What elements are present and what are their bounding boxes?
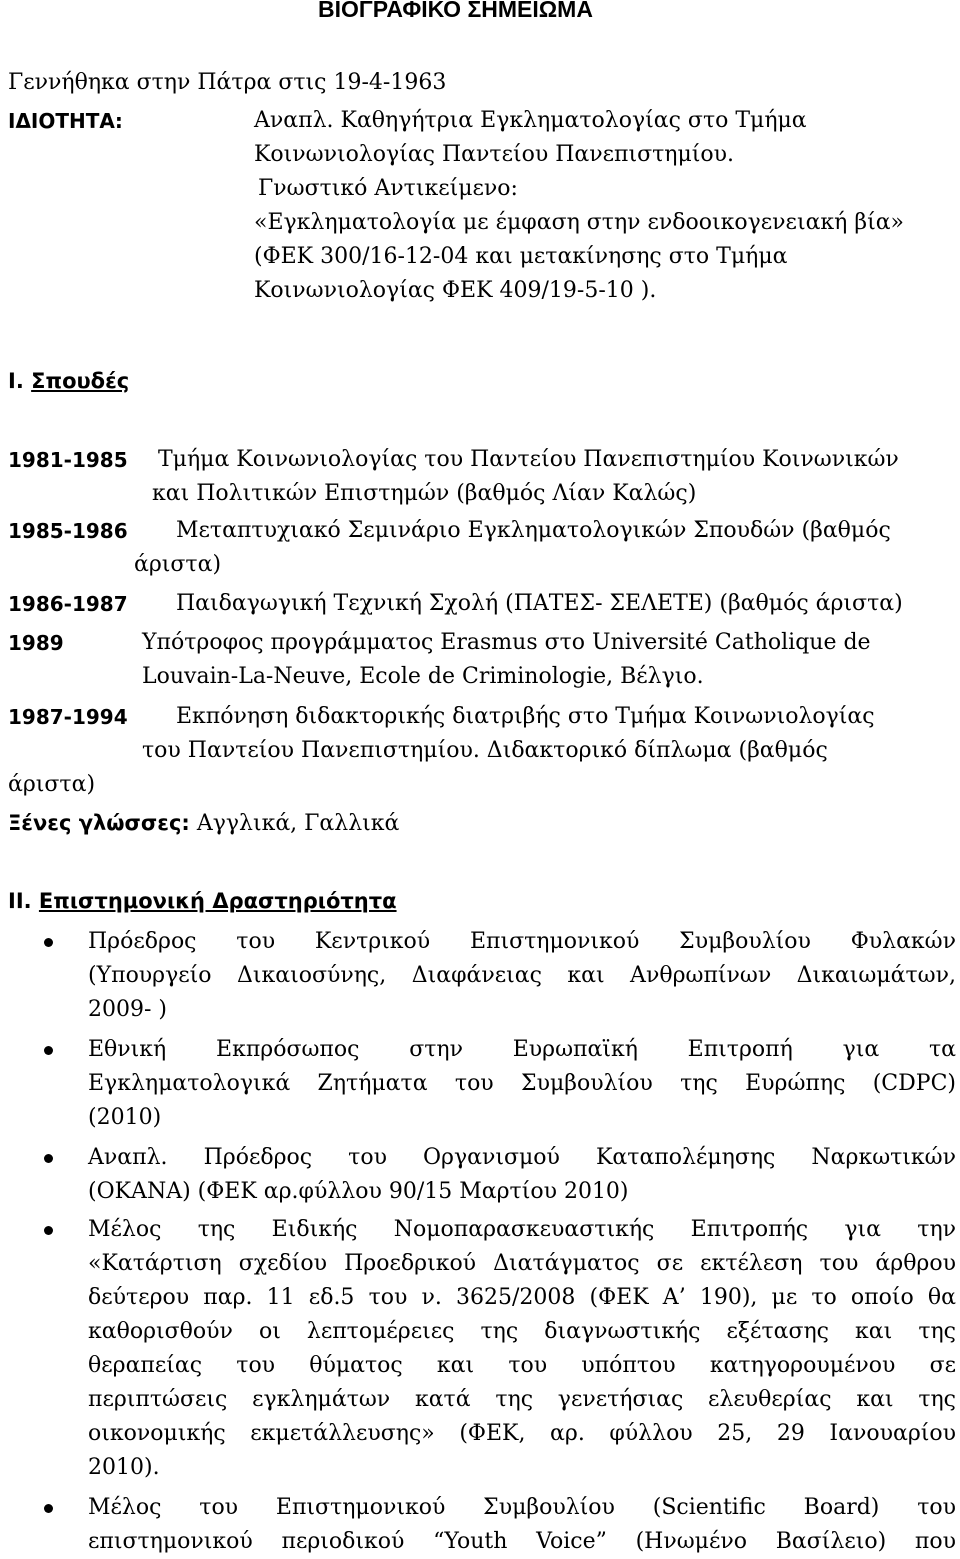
activity-line: οικονομικής εκμετάλλευσης» (ΦΕΚ, αρ. φύλλου 25, 29 Ιανουαρίου xyxy=(88,1421,956,1446)
bullet-icon xyxy=(44,1504,53,1513)
study-year: 1986-1987 xyxy=(8,592,128,616)
activity-line: επιστημονικού περιοδικού “Youth Voice” (Ηνωμένο Βασίλειο) που xyxy=(88,1529,956,1554)
activity-line: Εγκληματολογικά Ζητήματα του Συμβουλίου της Ευρώπης (CDPC) xyxy=(88,1071,956,1096)
status-label: ΙΔΙΟΤΗΤΑ: xyxy=(8,109,123,133)
study-desc: Louvain-La-Neuve, Ecole de Criminologie, Βέλγιο. xyxy=(142,664,704,689)
document-title: ΒΙΟΓΡΑΦΙΚΟ ΣΗΜΕΙΩΜΑ xyxy=(318,0,593,22)
languages-line xyxy=(8,806,399,841)
study-year: 1987-1994 xyxy=(8,705,128,729)
study-desc: Υπότροφος προγράμματος Erasmus στο Université Catholique de xyxy=(142,630,871,655)
study-desc: Τμήμα Κοινωνιολογίας του Παντείου Πανεπιστημίου Κοινωνικών xyxy=(158,447,899,472)
study-desc: του Παντείου Πανεπιστημίου. Διδακτορικό δίπλωμα (βαθμός xyxy=(142,738,828,763)
activity-line: (ΟΚΑΝΑ) (ΦΕΚ αρ.φύλλου 90/15 Μαρτίου 2010) xyxy=(88,1179,629,1204)
section-number: Ι. xyxy=(8,369,24,393)
study-desc: άριστα) xyxy=(8,772,96,797)
status-line: Γνωστικό Αντικείμενο: xyxy=(258,176,518,201)
section-number: ΙΙ. xyxy=(8,889,32,913)
birth-line: Γεννήθηκα στην Πάτρα στις 19-4-1963 xyxy=(8,70,447,95)
section-title: Σπουδές xyxy=(31,369,130,393)
status-line: «Εγκληματολογία με έμφαση στην ενδοοικογενειακή βία» xyxy=(254,210,905,235)
bullet-icon xyxy=(44,1226,53,1235)
bullet-icon xyxy=(44,938,53,947)
activity-line: δεύτερου παρ. 11 εδ.5 του ν. 3625/2008 (ΦΕΚ Α’ 190), με το οποίο θα xyxy=(88,1285,956,1310)
languages-value: Αγγλικά, Γαλλικά xyxy=(196,811,400,836)
activity-line: Μέλος του Επιστημονικού Συμβουλίου (Scientific Board) του xyxy=(88,1495,956,1520)
activity-line: θεραπείας του θύματος και του υπόπτου κατηγορουμένου σε xyxy=(88,1353,956,1378)
languages-label: Ξένες γλώσσες: xyxy=(8,811,190,835)
activity-line: Εθνική Εκπρόσωπος στην Ευρωπαϊκή Επιτροπή για τα xyxy=(88,1037,956,1062)
section-heading-activity xyxy=(8,884,397,918)
study-desc: Παιδαγωγική Τεχνική Σχολή (ΠΑΤΕΣ- ΣΕΛΕΤΕ) (βαθμός άριστα) xyxy=(176,591,903,616)
activity-line: 2010). xyxy=(88,1455,160,1480)
study-year: 1985-1986 xyxy=(8,519,128,543)
study-desc: και Πολιτικών Επιστημών (βαθμός Λίαν Καλώς) xyxy=(152,481,697,506)
activity-line: περιπτώσεις εγκλημάτων κατά της γενετήσιας ελευθερίας και της xyxy=(88,1387,956,1412)
study-desc: άριστα) xyxy=(134,552,222,577)
status-line: Αναπλ. Καθηγήτρια Εγκληματολογίας στο Τμήμα xyxy=(254,108,807,133)
status-line: (ΦΕΚ 300/16-12-04 και μετακίνησης στο Τμήμα xyxy=(254,244,788,269)
activity-line: καθορισθούν οι λεπτομέρειες της διαγνωστικής εξέτασης και της xyxy=(88,1319,956,1344)
activity-line: «Κατάρτιση σχεδίου Προεδρικού Διατάγματος σε εκτέλεση του άρθρου xyxy=(88,1251,956,1276)
status-line: Κοινωνιολογίας ΦΕΚ 409/19-5-10 ). xyxy=(254,278,657,303)
activity-line: Μέλος της Ειδικής Νομοπαρασκευαστικής Επιτροπής για την xyxy=(88,1217,956,1242)
activity-line: Αναπλ. Πρόεδρος του Οργανισμού Καταπολέμησης Ναρκωτικών xyxy=(88,1145,956,1170)
status-line: Κοινωνιολογίας Παντείου Πανεπιστημίου. xyxy=(254,142,735,167)
section-title: Επιστημονική Δραστηριότητα xyxy=(38,889,397,913)
section-heading-studies xyxy=(8,364,129,398)
activity-line: (2010) xyxy=(88,1105,162,1130)
activity-line: (Υπουργείο Δικαιοσύνης, Διαφάνειας και Ανθρωπίνων Δικαιωμάτων, xyxy=(88,963,956,988)
study-desc: Εκπόνηση διδακτορικής διατριβής στο Τμήμα Κοινωνιολογίας xyxy=(176,704,875,729)
study-year: 1989 xyxy=(8,631,64,655)
study-year: 1981-1985 xyxy=(8,448,128,472)
bullet-icon xyxy=(44,1046,53,1055)
activity-line: Πρόεδρος του Κεντρικού Επιστημονικού Συμβουλίου Φυλακών xyxy=(88,929,956,954)
study-desc: Μεταπτυχιακό Σεμινάριο Εγκληματολογικών Σπουδών (βαθμός xyxy=(176,518,891,543)
bullet-icon xyxy=(44,1154,53,1163)
activity-line: 2009- ) xyxy=(88,997,167,1022)
